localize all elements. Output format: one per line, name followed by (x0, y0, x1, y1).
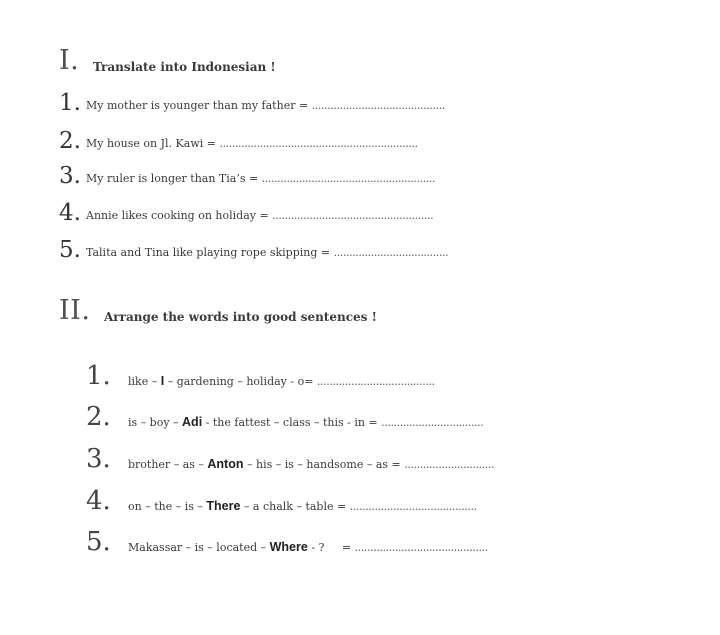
item-number: 3. (86, 444, 111, 474)
answer-blank: ........................................... (354, 541, 488, 554)
bold-word: Adi (182, 415, 203, 429)
item-number: 4. (86, 486, 111, 516)
item-text: Annie likes cooking on holiday = .................................................... (86, 209, 434, 222)
section-1-numeral: I. (59, 45, 80, 76)
item-text: like – I – gardening – holiday - o= ...................................... (128, 374, 435, 388)
item-number: 3. (59, 163, 81, 189)
item-text: brother – as – Anton – his – is – handsome – as = ............................. (128, 457, 495, 471)
item-text: is – boy – Adi - the fattest – class – this - in = ................................. (128, 415, 484, 429)
item-number: 1. (86, 361, 111, 391)
bold-word: There (206, 499, 241, 513)
answer-blank: .................................................... (272, 209, 434, 222)
item-number: 4. (59, 200, 81, 226)
item-number: 5. (86, 527, 111, 557)
bold-word: I (160, 374, 165, 388)
answer-blank: ............................. (404, 458, 495, 471)
item-text: on – the – is – There – a chalk – table = ......................................... (128, 499, 477, 513)
answer-blank: ...................................... (316, 375, 435, 388)
answer-blank: ........................................................ (261, 172, 436, 185)
bold-word: Where (269, 540, 308, 554)
bold-word: Anton (207, 457, 244, 471)
item-number: 5. (59, 237, 81, 263)
item-text: My ruler is longer than Tia’s = ........................................................ (86, 172, 436, 185)
item-text: My house on Jl. Kawi = ................................................................ (86, 137, 418, 150)
item-text: My mother is younger than my father = ........................................... (86, 99, 445, 112)
item-number: 2. (59, 128, 81, 154)
answer-blank: ................................................................ (219, 137, 418, 150)
item-number: 2. (86, 402, 111, 432)
answer-blank: ........................................... (311, 99, 445, 112)
section-2-heading: Arrange the words into good sentences ! (104, 310, 377, 324)
section-2-numeral: II. (59, 295, 91, 326)
answer-blank: ..................................... (333, 246, 449, 259)
answer-blank: ................................. (381, 416, 484, 429)
item-text: Makassar – is – located – Where - ? = ........................................... (128, 540, 488, 554)
item-number: 1. (59, 90, 81, 116)
answer-blank: ......................................... (349, 500, 477, 513)
section-1-heading: Translate into Indonesian ! (93, 60, 276, 74)
item-text: Talita and Tina like playing rope skipping = ..................................... (86, 246, 449, 259)
